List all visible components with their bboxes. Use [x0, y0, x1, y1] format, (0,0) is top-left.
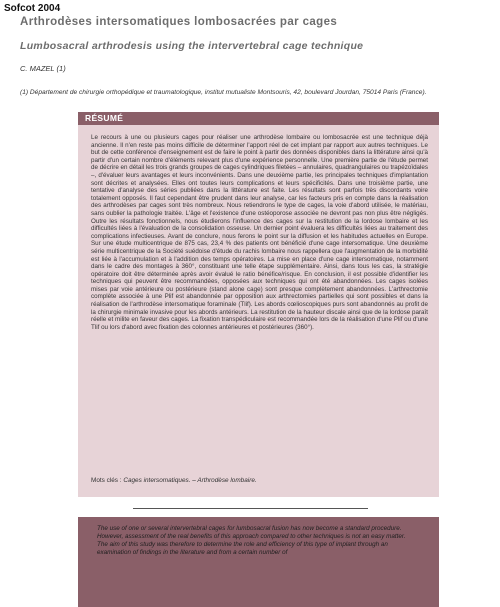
resume-header-bar: [78, 112, 439, 125]
keywords-line: [91, 477, 428, 484]
abstract-body: The use of one or several intervertebral cages for lumbosacral fusion has now become a standard procedure. However, assessment of the real benefits of this approach compared to other techniques is not an easy matter. The aim of this study was therefore to determine the role and efficiency of this type of implant through an examination of findings in the literature and from a certain number of: [97, 525, 406, 557]
article-subtitle: Lumbosacral arthrodesis using the intervertebral cage technique: [20, 40, 364, 52]
section-divider: [133, 508, 368, 509]
keywords-values: Cages intersomatiques. – Arthrodèse lombaire.: [123, 477, 257, 484]
keywords-label: Mots clés :: [91, 477, 124, 484]
author-name: C. MAZEL (1): [20, 64, 66, 73]
conference-header: Sofcot 2004: [4, 3, 61, 14]
author-affiliation: (1) Département de chirurgie orthopédique et traumatologique, institut mutualiste Montsouris, 42, boulevard Jourdan, 75014 Paris (France).: [20, 89, 427, 96]
article-title: Arthrodèses intersomatiques lombosacrées par cages: [20, 16, 338, 28]
resume-heading: RÉSUMÉ: [85, 113, 124, 123]
resume-section: [78, 112, 439, 497]
abstract-section: [78, 517, 439, 607]
resume-body: Le recours à une ou plusieurs cages pour réaliser une arthrodèse lombaire ou lombosacrée est une technique déjà ancienne. Il n'en reste pas moins difficile de déterminer l'apport réel de cet implant par rapport aux autres techniques. Le but de cette conférence d'enseignement est de faire le point à partir des données disponibles dans la littérature ainsi qu'à partir d'un certain nombre d'éléments relevant plus d'une expérience personnelle. Une première partie de l'étude permet de décrire en détail les trois grands groupes de cages cylindriques filetées – annulaires, quadrangulaires ou trapézoïdales –, d'évaluer leurs avantages et leurs inconvénients. Dans une deuxième partie, les principales techniques d'implantation sont décrites et analysées. Elles ont toutes leurs complications et leurs spécificités. Dans une troisième partie, une tentative d'analyse des séries publiées dans la littérature est faite. Les résultats sont parfois très discordants voire totalement opposés. Il faut cependant être prudent dans leur analyse, car les facteurs pris en compte dans la réalisation des arthrodèses par cages sont très nombreux. Nous retiendrons le type de cages, la voie d'abord utilisée, le matériau, sans oublier la pathologie traitée. L'âge et l'existence d'une ostéoporose associée ne devront pas non plus être négligés. Outre les résultats fonctionnels, nous étudierons l'influence des cages sur la restitution de la lordose lombaire et les difficultés liées à l'évaluation de la consolidation osseuse. Un dernier point évaluera les difficultés liées au traitement des complications infectieuses. Avant de conclure, nous ferons le point sur la diffusion et les habitudes actuelles en Europe. Sur une étude multicentrique de 875 cas, 23,4 % des patients ont bénéficié d'une cage intersomatique. Une deuxième série multicentrique de la Société suédoise d'étude du rachis lombaire nous rappellera que l'augmentation de la morbidité est liée à l'accumulation et à l'addition des temps opératoires. La mise en place d'une cage intersomatique, notamment dans le cadre des montages à 360°, constituant une telle étape supplémentaire. Ainsi, dans tous les cas, la stratégie opératoire doit être déterminée après avoir évalué le ratio bénéfice/risque. En conclusion, il est possible d'identifier les techniques qui peuvent être recommandées, opposées aux techniques qui ont été abandonnées. Les cages isolées mises par voie antérieure ou postérieure (stand alone cage) sont presque complètement abandonnées. L'arthrectomie complète associée à une Plif est abandonnée par opposition aux arthrectomies partielles qui sont possibles et dans la réalisation de l'arthrodèse intersomatique foraminale (Tlif). Les abords cœlioscopiques purs sont abandonnés au profit de la chirurgie minimale invasive pour les abords antérieurs. La restitution de la hauteur discale ainsi que de la lordose paraît réelle et milite en faveur des cages. La fixation transpédiculaire est recommandée lors de la réalisation d'une Plif ou d'une Tlif ou lors d'abord avec fixation des colonnes antérieures et postérieures (360°).: [91, 134, 429, 331]
